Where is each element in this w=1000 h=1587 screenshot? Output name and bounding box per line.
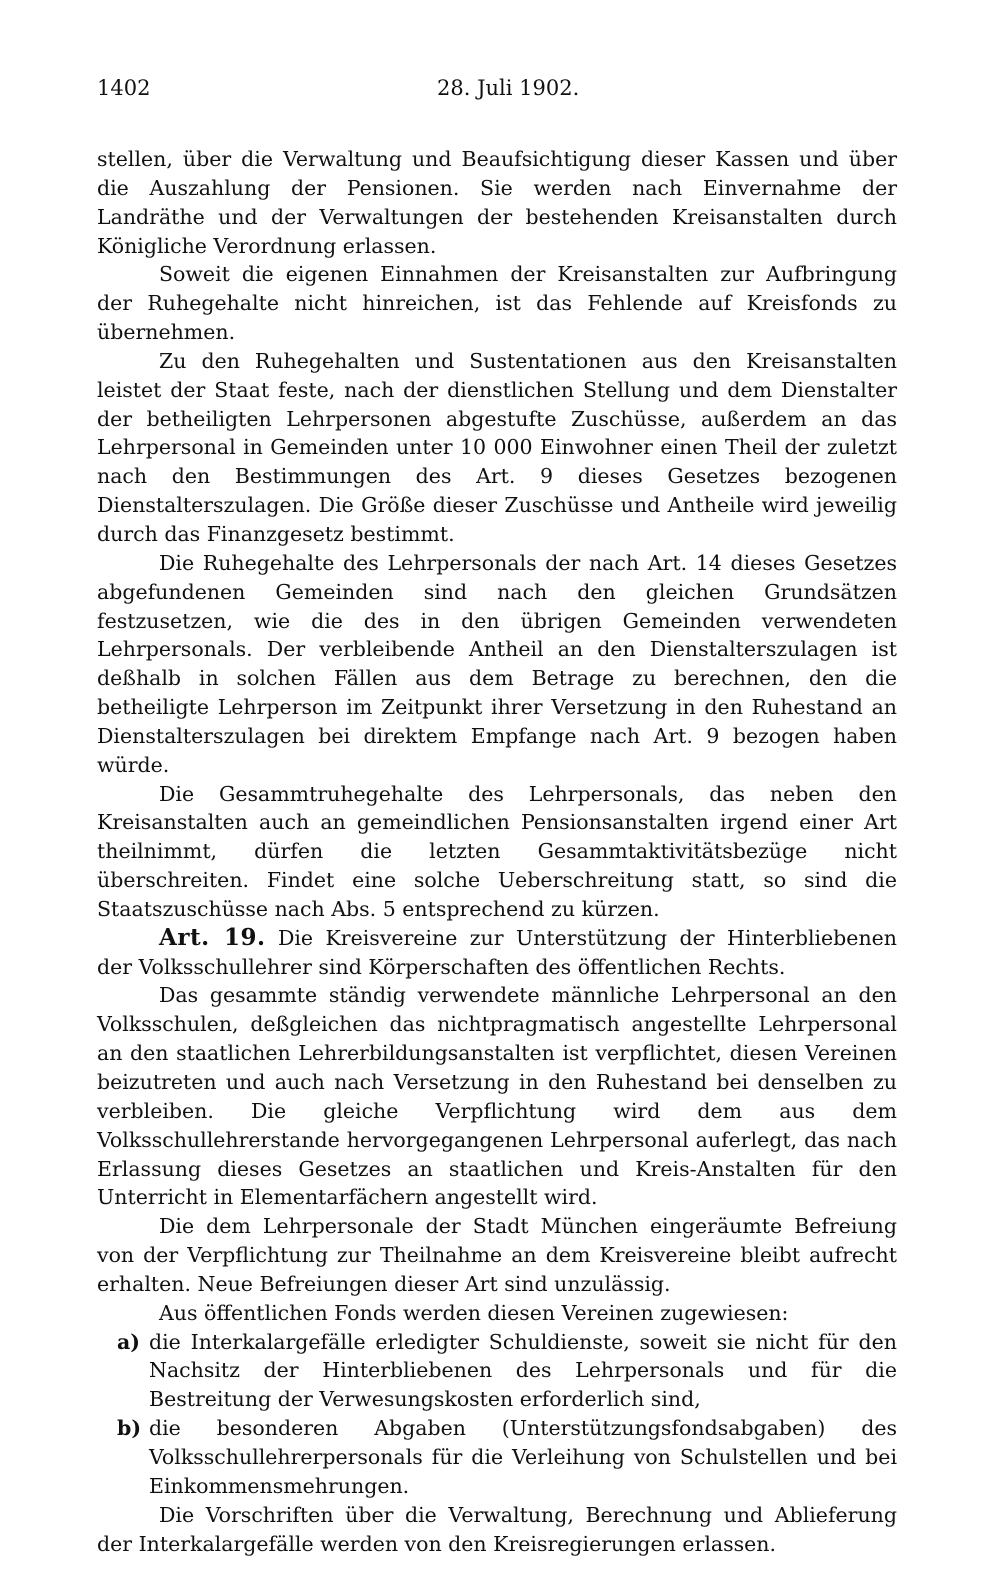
list-item-text: die Interkalargefälle erledigter Schuldienste, soweit sie nicht für den Nachsitz der Hinterbliebenen des Lehrpersonals und für die Bestreitung der Verwesungskosten erforderlich sind, (149, 1329, 897, 1412)
list-marker: a) (117, 1329, 140, 1354)
body-text (97, 145, 897, 1558)
paragraph: Die Ruhegehalte des Lehrpersonals der nach Art. 14 dieses Gesetzes abgefundenen Gemeinden sind nach den gleichen Grundsätzen festzusetzen, wie die des in den übrigen Gemeinden verwendeten Lehrpersonals. Der verbleibende Antheil an den Dienstalterszulagen ist deßhalb in solchen Fällen aus dem Betrage zu berechnen, den die betheiligte Lehrperson im Zeitpunkt ihrer Versetzung in den Ruhestand an Dienstalterszulagen bei direktem Empfange nach Art. 9 bezogen haben würde. (97, 550, 897, 777)
page-number: 1402 (97, 76, 151, 100)
list-item (117, 1414, 897, 1501)
paragraph: Die Gesammtruhegehalte des Lehrpersonals, das neben den Kreisanstalten auch an gemeindlichen Pensionsanstalten irgend einer Art theilnimmt, dürfen die letzten Gesammtaktivitätsbezüge nicht überschreiten. Findet eine solche Ueberschreitung statt, so sind die Staatszuschüsse nach Abs. 5 entsprechend zu kürzen. (97, 781, 897, 921)
paragraph: Soweit die eigenen Einnahmen der Kreisanstalten zur Aufbringung der Ruhegehalte nicht hinreichen, ist das Fehlende auf Kreisfonds zu übernehmen. (97, 262, 897, 345)
article-19-heading-paragraph (97, 924, 897, 982)
paragraph: Das gesammte ständig verwendete männliche Lehrpersonal an den Volksschulen, deßgleichen das nichtpragmatisch angestellte Lehrpersonal an den staatlichen Lehrerbildungsanstalten ist verpflichtet, diesen Vereinen beizutreten und auch nach Versetzung in den Ruhestand bei denselben zu verbleiben. Die gleiche Verpflichtung wird dem aus dem Volksschullehrerstande hervorgegangenen Lehrpersonal auferlegt, das nach Erlassung dieses Gesetzes an staatlichen und Kreis-Anstalten für den Unterricht in Elementarfächern angestellt wird. (97, 983, 897, 1210)
page-date: 28. Juli 1902. (437, 76, 580, 100)
paragraph-continuation: stellen, über die Verwaltung und Beaufsichtigung dieser Kassen und über die Auszahlung der Pensionen. Sie werden nach Einvernahme der Landräthe und der Verwaltungen der bestehenden Kreisanstalten durch Königliche Verordnung erlassen. (97, 147, 897, 258)
paragraph: Die dem Lehrpersonale der Stadt München eingeräumte Befreiung von der Verpflichtung zur Theilnahme an dem Kreisvereine bleibt aufrecht erhalten. Neue Befreiungen dieser Art sind unzulässig. (97, 1214, 897, 1296)
article-label: Art. 19. (159, 923, 266, 951)
paragraph: Die Vorschriften über die Verwaltung, Berechnung und Ablieferung der Interkalargefälle werden von den Kreisregierungen erlassen. (97, 1502, 897, 1556)
paragraph: Zu den Ruhegehalten und Sustentationen aus den Kreisanstalten leistet der Staat feste, nach der dienstlichen Stellung und dem Dienstalter der betheiligten Lehrpersonen abgestufte Zuschüsse, außerdem an das Lehrpersonal in Gemeinden unter 10 000 Einwohner einen Theil der zuletzt nach den Bestimmungen des Art. 9 dieses Gesetzes bezogenen Dienstalterszulagen. Die Größe dieser Zuschüsse und Antheile wird jeweilig durch das Finanzgesetz bestimmt. (97, 348, 897, 546)
paragraph: Aus öffentlichen Fonds werden diesen Vereinen zugewiesen: (159, 1300, 789, 1325)
list-item (117, 1328, 897, 1415)
article-text: Die Kreisvereine zur Unterstützung der Hinterbliebenen der Volksschullehrer sind Körperschaften des öffentlichen Rechts. (97, 925, 897, 979)
list-item-text: die besonderen Abgaben (Unterstützungsfondsabgaben) des Volksschullehrerpersonals für die Verleihung von Schulstellen und bei Einkommensmehrungen. (149, 1416, 897, 1498)
list-marker: b) (117, 1416, 142, 1441)
page-header (97, 76, 897, 108)
